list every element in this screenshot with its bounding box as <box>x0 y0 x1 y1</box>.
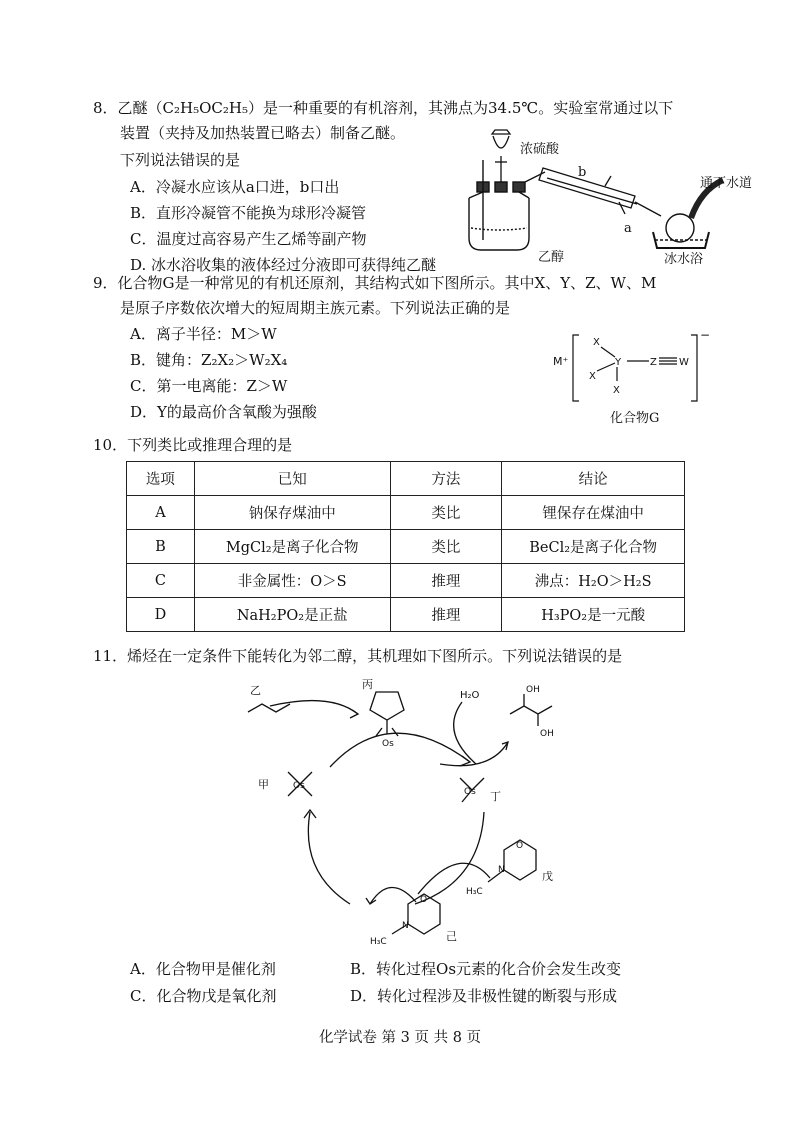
cell-conclusion: 锂保存在煤油中 <box>502 496 685 530</box>
q9-stem-text: 化合物G是一种常见的有机还原剂，其结构式如下图所示。其中X、Y、Z、W、M <box>117 274 657 292</box>
q9-stem-line1 <box>93 272 656 294</box>
cell-known: 非金属性：O＞S <box>194 564 390 598</box>
q8-label-drain: 通下水道 <box>700 176 753 191</box>
q11-n-wu: N <box>498 865 505 875</box>
arrow-head-ji <box>366 898 376 904</box>
q11-os-ding: Os <box>464 787 476 797</box>
q8-label-b: b <box>578 165 587 180</box>
q11-stem-text: 烯烃在一定条件下能转化为邻二醇，其机理如下图所示。下列说法错误的是 <box>127 647 623 665</box>
q9-atom-x3: X <box>613 385 620 396</box>
q9-charge: − <box>700 328 711 342</box>
q11-label-yi: 乙 <box>250 684 261 697</box>
q8-option-b: B．直形冷凝管不能换为球形冷凝管 <box>130 204 367 222</box>
table-row <box>127 598 685 632</box>
header-known: 已知 <box>194 462 390 496</box>
header-option: 选项 <box>127 462 195 496</box>
q9-atom-z: Z <box>650 357 657 368</box>
table-header-row <box>127 462 685 496</box>
q9-option-c: C．第一电离能：Z＞W <box>130 377 288 395</box>
cell-method: 类比 <box>390 530 502 564</box>
q8-option-a: A．冷凝水应该从a口进，b口出 <box>130 178 340 196</box>
q11-oh-top: OH <box>526 685 540 695</box>
q11-label-wu: 戊 <box>542 870 553 883</box>
cell-conclusion: 沸点：H₂O＞H₂S <box>502 564 685 598</box>
q8-label-a: a <box>624 221 632 236</box>
q11-mechanism-figure <box>240 672 580 952</box>
q9-atom-w: W <box>679 357 689 368</box>
q11-option-a: A．化合物甲是催化剂 <box>130 960 276 978</box>
cell-option: D <box>127 598 195 632</box>
q9-option-d: D．Y的最高价含氧酸为强酸 <box>130 403 317 421</box>
cell-option: A <box>127 496 195 530</box>
right-bracket <box>691 335 697 401</box>
table-row <box>127 530 685 564</box>
q11-label-ding: 丁 <box>490 790 501 803</box>
q11-label-jia: 甲 <box>258 778 269 791</box>
header-conclusion: 结论 <box>502 462 685 496</box>
q8-option-d: D. 冰水浴收集的液体经过分液即可获得纯乙醚 <box>130 256 437 274</box>
q10-stem-text: 下列类比或推理合理的是 <box>127 436 293 454</box>
cell-known: 钠保存煤油中 <box>194 496 390 530</box>
condenser <box>525 168 661 216</box>
q11-o-ji: O <box>420 895 428 905</box>
cell-method: 推理 <box>390 598 502 632</box>
q8-stem-text: 乙醚（C₂H₅OC₂H₅）是一种重要的有机溶剂，其沸点为34.5℃。实验室常通过以下 <box>117 99 674 117</box>
page-footer: 化学试卷 第 3 页 共 8 页 <box>318 1030 482 1046</box>
q11-oh-bottom: OH <box>540 729 554 739</box>
q9-caption: 化合物G <box>610 411 660 426</box>
table-row <box>127 496 685 530</box>
left-bracket <box>573 335 579 401</box>
q8-number: 8． <box>93 99 118 117</box>
cell-method: 推理 <box>390 564 502 598</box>
ji-out-arrow <box>370 887 416 904</box>
header-method: 方法 <box>390 462 502 496</box>
q9-atom-x1: X <box>593 337 600 348</box>
q11-n-ji: N <box>402 921 409 931</box>
q9-atom-x2: X <box>589 371 596 382</box>
three-neck-flask <box>469 160 529 250</box>
q10-stem <box>93 434 292 456</box>
q10-number: 10． <box>93 436 128 454</box>
q10-table <box>126 461 685 632</box>
q11-h3c-wu: H₃C <box>466 887 483 897</box>
q9-atom-m: M⁺ <box>553 355 569 368</box>
cell-conclusion: H₃PO₂是一元酸 <box>502 598 685 632</box>
q11-os-bing: Os <box>382 739 394 749</box>
compound-bing-ring <box>370 692 404 720</box>
q9-stem-line2: 是原子序数依次增大的短周期主族元素。下列说法正确的是 <box>120 299 511 317</box>
q11-stem <box>93 645 622 667</box>
q11-h2o: H₂O <box>460 690 480 701</box>
diol-structure <box>510 706 552 714</box>
q9-option-b: B．键角：Z₂X₂＞W₂X₄ <box>130 351 288 369</box>
cell-known: NaH₂PO₂是正盐 <box>194 598 390 632</box>
q11-option-d: D．转化过程涉及非极性键的断裂与形成 <box>350 987 618 1005</box>
cell-option: C <box>127 564 195 598</box>
q8-label-ethanol: 乙醇 <box>538 250 565 265</box>
q8-label-acid: 浓硫酸 <box>520 142 560 157</box>
arrow-head-alkene <box>350 710 358 718</box>
q11-os-jia: Os <box>293 781 305 791</box>
q11-option-c: C．化合物戊是氧化剂 <box>130 987 277 1005</box>
q9-structure-figure <box>545 325 725 415</box>
q8-prompt: 下列说法错误的是 <box>120 151 241 169</box>
cycle-arc-left <box>308 812 350 904</box>
q9-option-a: A．离子半径：M＞W <box>130 325 277 343</box>
cycle-arc-top <box>330 733 470 767</box>
q9-atom-y: Y <box>615 357 622 368</box>
alkene-structure <box>248 704 290 712</box>
q11-o-wu: O <box>516 841 524 851</box>
table-row <box>127 564 685 598</box>
q8-stem-line1 <box>93 97 673 119</box>
q11-label-ji: 己 <box>446 930 457 943</box>
q8-label-ice-bath: 冰水浴 <box>664 252 704 267</box>
water-in-arrow <box>454 702 476 764</box>
cell-option: B <box>127 530 195 564</box>
dropping-funnel <box>492 130 510 182</box>
q11-label-bing: 丙 <box>362 678 373 691</box>
cell-known: MgCl₂是离子化合物 <box>194 530 390 564</box>
cell-method: 类比 <box>390 496 502 530</box>
q8-option-c: C．温度过高容易产生乙烯等副产物 <box>130 230 367 248</box>
q8-stem-line2: 装置（夹持及加热装置已略去）制备乙醚。 <box>120 124 406 142</box>
q11-option-b: B．转化过程Os元素的化合价会发生改变 <box>350 960 622 978</box>
q11-number: 11． <box>93 647 128 665</box>
cell-conclusion: BeCl₂是离子化合物 <box>502 530 685 564</box>
q11-h3c-ji: H₃C <box>370 937 387 947</box>
q9-number: 9． <box>93 274 118 292</box>
